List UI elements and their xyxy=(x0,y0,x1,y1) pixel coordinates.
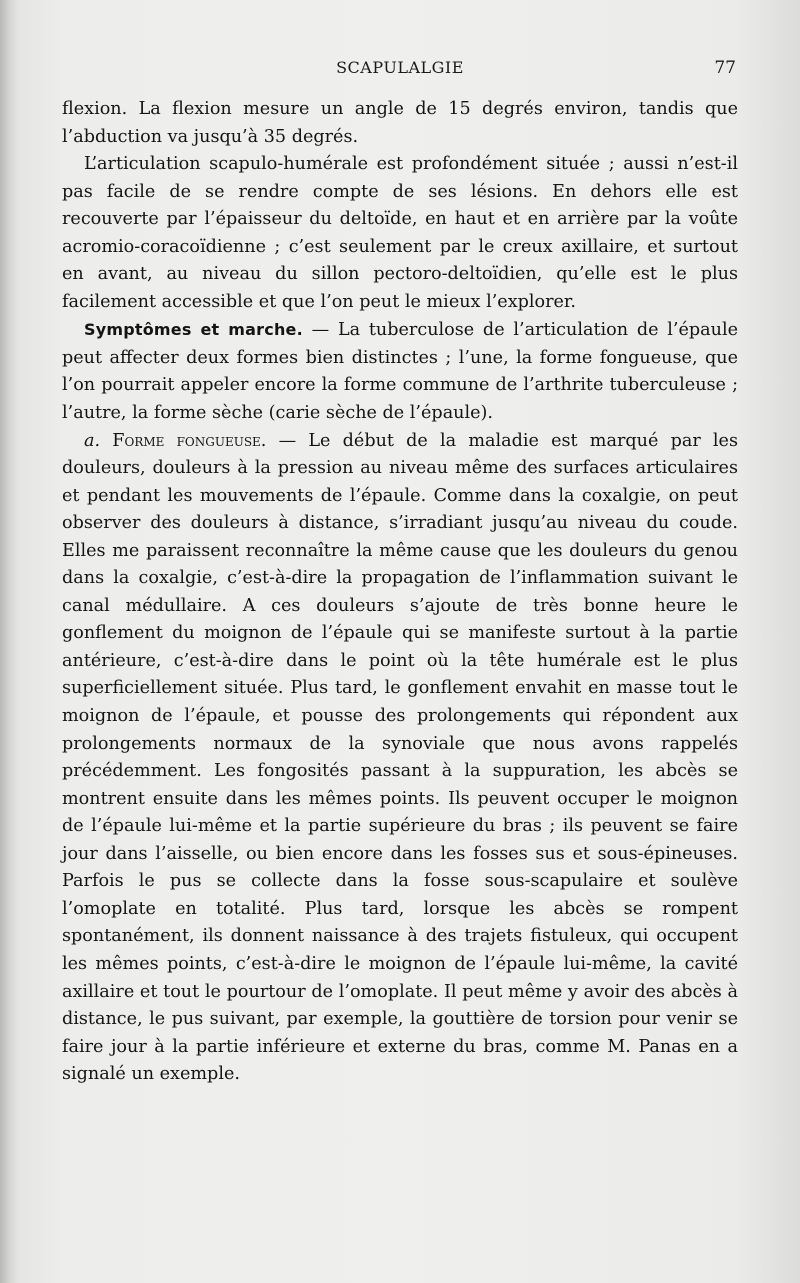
page-header xyxy=(62,58,738,84)
paragraph-3 xyxy=(62,316,738,427)
subsection-heading-forme-fongueuse: Forme fongueuse. xyxy=(112,430,267,451)
running-title: SCAPULALGIE xyxy=(336,58,464,77)
paragraph-4 xyxy=(62,428,738,1089)
body-text xyxy=(62,96,738,1089)
paragraph-1: flexion. La flexion mesure un angle de 15 degrés environ, tandis que l’abduction va jusqu’à 35 degrés. xyxy=(62,99,738,147)
paragraph-4-text: — Le début de la maladie est marqué par les douleurs, douleurs à la pression au niveau même des surfaces articulaires et pendant les mouvements de l’épaule. Comme dans la coxalgie, on peut observer des douleurs à distance, s’irradiant jusqu’au niveau du coude. Elles me paraissent reconnaître la même cause que les douleurs du genou dans la coxalgie, c’est-à-dire la propagation de l’inflammation suivant le canal médullaire. A ces douleurs s’ajoute de très bonne heure le gonflement du moignon de l’épaule qui se manifeste surtout à la partie antérieure, c’est-à-dire dans le point où la tête humérale est le plus superficiellement située. Plus tard, le gonflement envahit en masse tout le moignon de l’épaule, et pousse des prolongements qui répondent aux prolongements normaux de la synoviale que nous avons rappelés précédemment. Les fongosités passant à la suppuration, les abcès se montrent ensuite dans les mêmes points. Ils peuvent occuper le moignon de l’épaule lui-même et la partie supérieure du bras ; ils peuvent se faire jour dans l’aisselle, ou bien encore dans les fosses sus et sous-épineuses. Parfois le pus se collecte dans la fosse sous-scapulaire et soulève l’omoplate en totalité. Plus tard, lorsque les abcès se rompent spontanément, ils donnent naissance à des trajets fistuleux, qui occupent les mêmes points, c’est-à-dire le moignon de l’épaule lui-même, la cavité axillaire et tout le pourtour de l’omoplate. Il peut même y avoir des abcès à distance, le pus suivant, par exemple, la gouttière de torsion pour venir se faire jour à la partie inférieure et externe du bras, comme M. Panas en a signalé un exemple. xyxy=(62,430,738,1085)
spine-shadow xyxy=(0,0,18,1283)
section-heading-symptomes: Symptômes et marche. xyxy=(84,320,303,340)
paragraph-2: L’articulation scapulo-humérale est profondément située ; aussi n’est-il pas facile de se rendre compte de ses lésions. En dehors elle est recouverte par l’épaisseur du deltoïde, en haut et en arrière par la voûte acromio-coracoïdienne ; c’est seulement par le creux axillaire, et surtout en avant, au niveau du sillon pectoro-deltoïdien, qu’elle est le plus facilement accessible et que l’on peut le mieux l’explorer. xyxy=(62,154,738,312)
paragraph-3-text: — La tuberculose de l’articulation de l’épaule peut affecter deux formes bien distinctes ; l’une, la forme fongueuse, que l’on pourrait appeler encore la forme commune de l’arthrite tuberculeuse ; l’autre, la forme sèche (carie sèche de l’épaule). xyxy=(62,320,738,424)
subsection-letter: a. xyxy=(84,430,101,451)
page-number: 77 xyxy=(714,58,736,78)
